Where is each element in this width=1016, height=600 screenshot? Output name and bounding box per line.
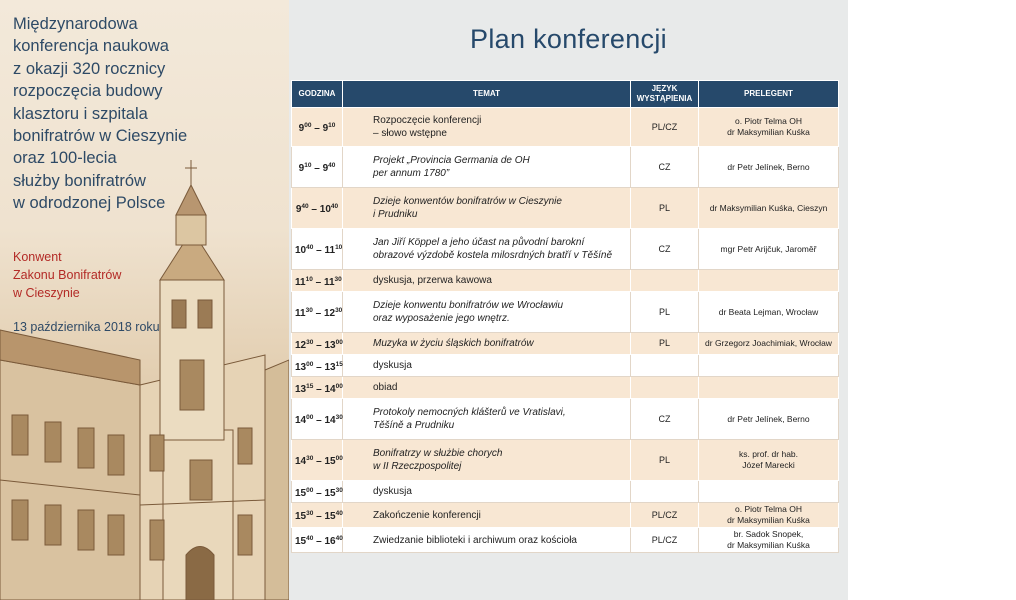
time-start-minute: 15 (306, 382, 314, 390)
time-end-hour: 15 (324, 511, 336, 522)
conference-date: 13 października 2018 roku (13, 320, 160, 334)
speaker-line: br. Sadok Snopek, (733, 529, 804, 539)
time-end-hour: 14 (324, 383, 336, 395)
topic-line: Těšíně a Prudniku (373, 420, 455, 431)
topic-line: Zakończenie konferencji (373, 509, 481, 521)
row-language: PL (631, 440, 699, 481)
row-speaker (699, 528, 839, 553)
time-end-minute: 10 (335, 244, 343, 251)
header-topic: TEMAT (343, 81, 631, 108)
time-start-hour: 9 (298, 163, 305, 174)
row-topic (343, 229, 631, 270)
table-row (292, 503, 839, 528)
header-time: GODZINA (292, 81, 343, 108)
row-topic (343, 147, 631, 188)
row-topic (343, 377, 631, 399)
header-speaker: PRELEGENT (699, 81, 839, 108)
topic-line: dyskusja, przerwa kawowa (373, 275, 492, 286)
time-start-minute: 00 (306, 414, 314, 421)
time-start-minute: 10 (305, 275, 313, 283)
row-topic (343, 108, 631, 147)
header-language (631, 81, 699, 108)
table-row (292, 292, 839, 333)
time-start-hour: 10 (295, 245, 307, 256)
time-end-hour: 11 (323, 276, 335, 288)
table-row (292, 440, 839, 481)
row-speaker (699, 188, 839, 229)
table-row (292, 188, 839, 229)
time-end-hour: 13 (324, 339, 336, 351)
table-row (292, 270, 839, 292)
topic-line: per annum 1780” (373, 168, 450, 179)
time-start-hour: 15 (295, 511, 307, 522)
intro-line: z okazji 320 rocznicy (13, 59, 166, 78)
row-language: PL (631, 188, 699, 229)
row-language: PL/CZ (631, 528, 699, 553)
time-end-minute: 30 (335, 307, 343, 314)
row-topic (343, 270, 631, 292)
time-end-hour: 10 (319, 204, 331, 215)
row-time: $13^{00} - 13^{15}$ (292, 355, 343, 377)
table-row (292, 528, 839, 553)
intro-line: w odrodzonej Polsce (13, 194, 166, 213)
time-start-hour: 14 (295, 415, 307, 426)
row-speaker (699, 355, 839, 377)
speaker-line: dr Maksymilian Kuśka (727, 127, 810, 137)
schedule-panel (289, 0, 848, 600)
topic-line: Dzieje konwentów bonifratrów w Cieszynie (373, 196, 562, 207)
time-start-hour: 15 (295, 536, 307, 547)
intro-line: rozpoczęcia budowy (13, 82, 163, 101)
row-time: $9^{10} - 9^{40}$ (292, 147, 343, 188)
row-time: $13^{15} - 14^{00}$ (292, 377, 343, 399)
time-end-minute: 40 (335, 510, 343, 517)
time-end-minute: 30 (335, 486, 343, 494)
row-time: $9^{00} - 9^{10}$ (292, 108, 343, 147)
table-row (292, 229, 839, 270)
table-header-row (292, 81, 839, 108)
topic-line: Projekt „Provincia Germania de OH (373, 155, 530, 166)
row-speaker (699, 399, 839, 440)
row-language: PL/CZ (631, 108, 699, 147)
row-time: $15^{40} - 16^{40}$ (292, 528, 343, 553)
time-end-minute: 00 (335, 382, 343, 390)
header-language-line: JĘZYK (651, 84, 678, 93)
table-row (292, 108, 839, 147)
schedule-title: Plan konferencji (470, 24, 667, 54)
schedule-table (291, 80, 839, 553)
speaker-line: mgr Petr Arijčuk, Jaroměř (720, 243, 817, 254)
row-time: $12^{30} - 13^{00}$ (292, 333, 343, 355)
row-language (631, 481, 699, 503)
intro-line: klasztoru i szpitala (13, 104, 148, 123)
time-end-minute: 40 (335, 535, 343, 542)
speaker-line: dr Petr Jelínek, Berno (727, 161, 810, 172)
time-end-hour: 12 (323, 308, 336, 319)
time-end-minute: 30 (335, 414, 343, 421)
row-language (631, 270, 699, 292)
topic-line: – słowo wstępne (373, 128, 447, 139)
header-language-line: WYSTĄPIENIA (636, 94, 693, 103)
row-topic (343, 503, 631, 528)
row-topic (343, 355, 631, 377)
church-illustration (0, 160, 289, 600)
organizer-line: Konwent (13, 250, 62, 264)
row-topic (343, 399, 631, 440)
time-start-minute: 30 (306, 510, 314, 517)
time-start-minute: 00 (306, 486, 314, 494)
speaker-line: dr Grzegorz Joachimiak, Wrocław (705, 338, 832, 348)
topic-line: obiad (373, 382, 398, 393)
topic-line: dyskusja (373, 486, 412, 497)
row-language (631, 377, 699, 399)
speaker-line: dr Beata Lejman, Wrocław (718, 306, 819, 317)
row-language (631, 355, 699, 377)
time-start-minute: 30 (306, 455, 314, 462)
intro-line: konferencja naukowa (13, 37, 169, 56)
row-speaker (699, 440, 839, 481)
table-row (292, 399, 839, 440)
time-end-hour: 9 (322, 163, 329, 174)
table-row (292, 377, 839, 399)
topic-line: obrazové výzdobě kostela milosrdných bratří v Těšíně (373, 250, 612, 261)
row-topic (343, 481, 631, 503)
time-end-hour: 15 (324, 487, 336, 499)
row-time: $15^{30} - 15^{40}$ (292, 503, 343, 528)
time-end-hour: 15 (324, 456, 336, 467)
row-topic (343, 440, 631, 481)
speaker-line: Józef Marecki (742, 460, 795, 470)
row-time: $10^{40} - 11^{10}$ (292, 229, 343, 270)
intro-line: Międzynarodowa (13, 15, 138, 33)
row-time: $14^{30} - 15^{00}$ (292, 440, 343, 481)
topic-line: oraz wyposażenie jego wnętrz. (373, 313, 510, 324)
table-row (292, 147, 839, 188)
time-start-hour: 9 (298, 123, 305, 134)
row-topic (343, 333, 631, 355)
topic-line: Rozpoczęcie konferencji (373, 115, 482, 126)
time-start-minute: 40 (306, 244, 314, 251)
speaker-line: dr Maksymilian Kuśka, Cieszyn (709, 202, 828, 213)
topic-line: Dzieje konwentu bonifratrów we Wrocławiu (373, 300, 564, 311)
time-start-minute: 00 (306, 360, 314, 368)
row-speaker (699, 503, 839, 528)
row-language: PL/CZ (631, 503, 699, 528)
row-speaker (699, 108, 839, 147)
time-start-minute: 40 (306, 535, 314, 542)
time-end-hour: 14 (324, 415, 336, 426)
row-time: $11^{10} - 11^{30}$ (292, 270, 343, 292)
row-speaker (699, 377, 839, 399)
time-start-minute: 10 (304, 162, 312, 169)
time-start-hour: 14 (295, 456, 307, 467)
speaker-line: dr Maksymilian Kuśka (727, 540, 810, 550)
organizer-text (13, 248, 283, 302)
topic-line: Muzyka w życiu śląskich bonifratrów (373, 338, 534, 349)
row-speaker (699, 147, 839, 188)
row-language: CZ (631, 147, 699, 188)
row-language: PL (631, 333, 699, 355)
time-start-hour: 12 (295, 339, 307, 351)
row-topic (343, 292, 631, 333)
table-row (292, 481, 839, 503)
organizer-line: Zakonu Bonifratrów (13, 268, 122, 282)
time-end-minute: 00 (335, 338, 343, 346)
time-start-minute: 30 (306, 338, 314, 346)
time-end-hour: 16 (324, 536, 336, 547)
time-end-hour: 11 (324, 245, 336, 256)
row-time: $11^{30} - 12^{30}$ (292, 292, 343, 333)
time-end-hour: 9 (322, 123, 329, 134)
intro-line: bonifratrów w Cieszynie (13, 127, 188, 146)
topic-line: Zwiedzanie biblioteki i archiwum oraz kościoła (373, 534, 577, 546)
time-start-hour: 9 (295, 204, 302, 215)
time-start-hour: 15 (295, 487, 307, 499)
topic-line: Jan Jiří Köppel a jeho účast na původní barokní (373, 237, 585, 248)
row-speaker (699, 333, 839, 355)
conference-intro-text (13, 13, 283, 215)
row-speaker (699, 229, 839, 270)
table-row (292, 355, 839, 377)
time-end-minute: 40 (330, 203, 339, 210)
row-language: PL (631, 292, 699, 333)
speaker-line: o. Piotr Telma OH (735, 116, 802, 126)
time-start-hour: 11 (295, 276, 306, 288)
speaker-line: dr Petr Jelínek, Berno (727, 413, 810, 424)
row-speaker (699, 270, 839, 292)
row-language: CZ (631, 229, 699, 270)
row-time: $9^{40} - 10^{40}$ (292, 188, 343, 229)
row-speaker (699, 481, 839, 503)
time-end-minute: 10 (328, 122, 336, 129)
row-topic (343, 528, 631, 553)
time-start-minute: 40 (301, 203, 309, 210)
time-end-hour: 13 (324, 361, 336, 373)
intro-line: oraz 100-lecia (13, 149, 117, 168)
topic-line: Protokoly nemocných klášterů ve Vratislavi, (373, 407, 566, 418)
row-time: $14^{00} - 14^{30}$ (292, 399, 343, 440)
topic-line: dyskusja (373, 360, 412, 371)
speaker-line: o. Piotr Telma OH (735, 504, 802, 514)
table-row (292, 333, 839, 355)
organizer-line: w Cieszynie (13, 286, 80, 300)
row-topic (343, 188, 631, 229)
time-start-hour: 13 (295, 383, 307, 395)
time-end-minute: 00 (335, 455, 343, 462)
time-end-minute: 40 (328, 162, 336, 169)
topic-line: w II Rzeczpospolitej (373, 461, 462, 472)
row-language: CZ (631, 399, 699, 440)
time-end-minute: 30 (334, 275, 342, 283)
intro-line: służby bonifratrów (13, 171, 146, 190)
speaker-line: dr Maksymilian Kuśka (727, 515, 810, 525)
speaker-line: ks. prof. dr hab. (738, 449, 799, 459)
time-start-hour: 13 (295, 361, 307, 373)
time-start-hour: 11 (295, 308, 306, 319)
time-start-minute: 00 (304, 122, 312, 129)
left-cover-panel (0, 0, 289, 600)
topic-line: i Prudniku (373, 209, 418, 220)
time-end-minute: 15 (335, 360, 343, 368)
topic-line: Bonifratrzy w służbie chorych (373, 448, 503, 459)
time-start-minute: 30 (305, 307, 313, 314)
row-speaker (699, 292, 839, 333)
row-time: $15^{00} - 15^{30}$ (292, 481, 343, 503)
